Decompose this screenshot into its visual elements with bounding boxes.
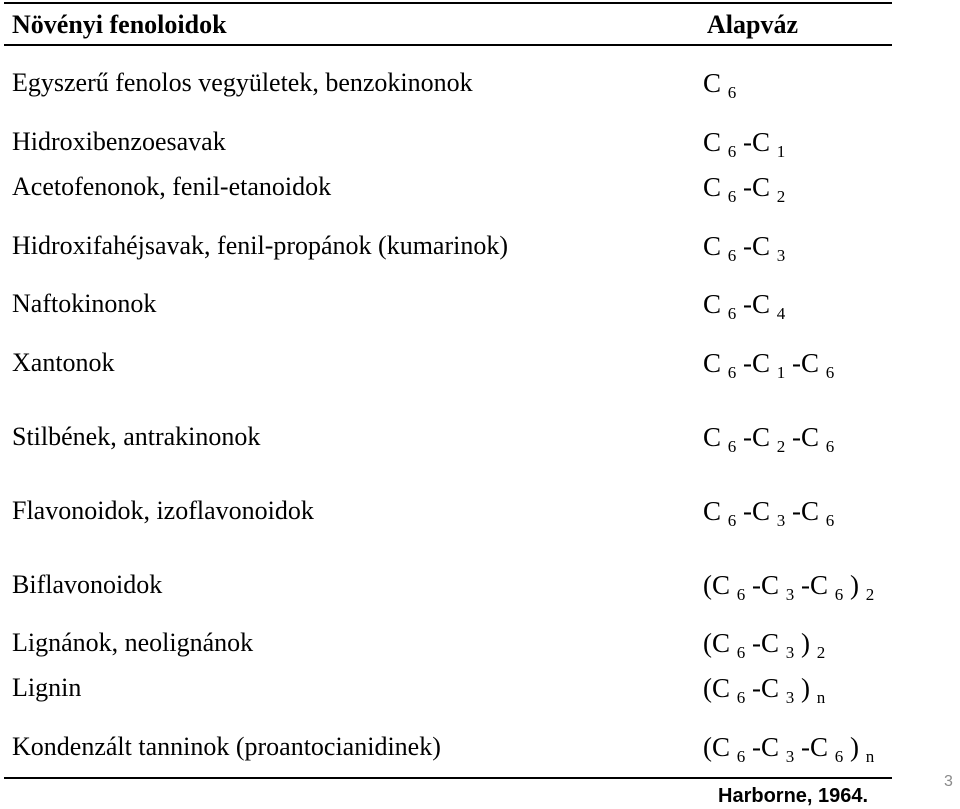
formula-subscript: 6 — [834, 585, 844, 604]
skeleton-formula — [703, 727, 874, 767]
formula-text: C — [703, 496, 728, 526]
skeleton-formula — [703, 491, 834, 531]
formula-text: -C — [745, 673, 786, 703]
compound-class: Biflavonoidok — [12, 570, 163, 599]
formula-subscript: 6 — [736, 747, 746, 766]
formula-subscript: 6 — [825, 511, 835, 530]
compound-class: Egyszerű fenolos vegyületek, benzokinonok — [12, 68, 473, 97]
table-row — [0, 668, 892, 708]
formula-text: C — [703, 127, 728, 157]
compound-class: Hidroxifahéjsavak, fenil-propánok (kumarinok) — [12, 231, 509, 260]
formula-text: -C — [736, 127, 777, 157]
table-row — [0, 565, 892, 605]
formula-text: C — [703, 422, 728, 452]
formula-subscript: 3 — [785, 643, 795, 662]
formula-text: C — [703, 172, 728, 202]
formula-subscript: 3 — [776, 246, 786, 265]
compound-class: Naftokinonok — [12, 289, 157, 318]
formula-subscript: 6 — [825, 363, 835, 382]
table-row — [0, 122, 892, 162]
formula-text: (C — [703, 673, 737, 703]
formula-text: -C — [794, 732, 835, 762]
compound-class: Hidroxibenzoesavak — [12, 127, 226, 156]
formula-subscript: 3 — [785, 688, 795, 707]
formula-subscript: 6 — [736, 585, 746, 604]
formula-text: -C — [736, 348, 777, 378]
formula-subscript: 6 — [727, 437, 737, 456]
formula-subscript: n — [865, 747, 875, 766]
formula-text: C — [703, 231, 728, 261]
formula-text: -C — [745, 570, 786, 600]
skeleton-formula — [703, 565, 874, 605]
compound-class: Kondenzált tanninok (proantocianidinek) — [12, 732, 441, 761]
formula-subscript: 2 — [776, 187, 786, 206]
formula-subscript: 6 — [736, 688, 746, 707]
formula-text: C — [703, 68, 728, 98]
compound-class: Lignánok, neolignánok — [12, 628, 254, 657]
formula-text: -C — [785, 348, 826, 378]
compound-class: Stilbének, antrakinonok — [12, 422, 261, 451]
formula-subscript: 6 — [727, 246, 737, 265]
table-row — [0, 284, 892, 324]
formula-subscript: 3 — [785, 747, 795, 766]
formula-subscript: 2 — [776, 437, 786, 456]
formula-subscript: 6 — [727, 511, 737, 530]
skeleton-formula — [703, 417, 834, 457]
formula-text: -C — [794, 570, 835, 600]
formula-text: -C — [785, 422, 826, 452]
table-row — [0, 343, 892, 383]
header-name: Növényi fenoloidok — [12, 10, 227, 39]
skeleton-formula — [703, 668, 825, 708]
compound-class: Xantonok — [12, 348, 115, 377]
table-row — [0, 727, 892, 767]
table-row — [0, 417, 892, 457]
skeleton-formula — [703, 284, 785, 324]
formula-subscript: 6 — [834, 747, 844, 766]
table-row — [0, 63, 892, 103]
formula-subscript: n — [816, 688, 826, 707]
formula-subscript: 3 — [785, 585, 795, 604]
skeleton-formula — [703, 623, 825, 663]
skeleton-formula — [703, 63, 736, 103]
formula-text: (C — [703, 570, 737, 600]
formula-text: (C — [703, 628, 737, 658]
page-number: 3 — [944, 773, 953, 790]
compound-class: Acetofenonok, fenil-etanoidok — [12, 172, 332, 201]
formula-subscript: 6 — [736, 643, 746, 662]
table-row — [0, 623, 892, 663]
header-formula: Alapváz — [707, 10, 798, 39]
top-rule — [4, 2, 892, 4]
formula-text: -C — [736, 422, 777, 452]
formula-text: -C — [745, 628, 786, 658]
table-row — [0, 226, 892, 266]
formula-text: ) — [794, 628, 817, 658]
compound-class: Lignin — [12, 673, 82, 702]
formula-text: -C — [736, 289, 777, 319]
skeleton-formula — [703, 122, 785, 162]
formula-subscript: 2 — [816, 643, 826, 662]
compound-class: Flavonoidok, izoflavonoidok — [12, 496, 314, 525]
formula-text: ) — [843, 570, 866, 600]
formula-subscript: 6 — [727, 83, 737, 102]
formula-subscript: 6 — [825, 437, 835, 456]
formula-subscript: 6 — [727, 142, 737, 161]
formula-text: -C — [736, 231, 777, 261]
formula-subscript: 1 — [776, 363, 786, 382]
skeleton-formula — [703, 167, 785, 207]
table-row — [0, 491, 892, 531]
formula-text: -C — [736, 496, 777, 526]
skeleton-formula — [703, 226, 785, 266]
bottom-rule — [4, 777, 892, 779]
formula-subscript: 6 — [727, 304, 737, 323]
formula-subscript: 3 — [776, 511, 786, 530]
formula-text: (C — [703, 732, 737, 762]
skeleton-formula — [703, 343, 834, 383]
formula-text: C — [703, 289, 728, 319]
formula-text: ) — [843, 732, 866, 762]
formula-text: -C — [745, 732, 786, 762]
formula-subscript: 1 — [776, 142, 786, 161]
formula-subscript: 2 — [865, 585, 875, 604]
formula-text: ) — [794, 673, 817, 703]
header-rule — [4, 44, 892, 46]
formula-text: C — [703, 348, 728, 378]
formula-text: -C — [736, 172, 777, 202]
table-row — [0, 167, 892, 207]
formula-subscript: 6 — [727, 363, 737, 382]
formula-subscript: 4 — [776, 304, 786, 323]
citation: Harborne, 1964. — [718, 785, 869, 807]
formula-text: -C — [785, 496, 826, 526]
formula-subscript: 6 — [727, 187, 737, 206]
